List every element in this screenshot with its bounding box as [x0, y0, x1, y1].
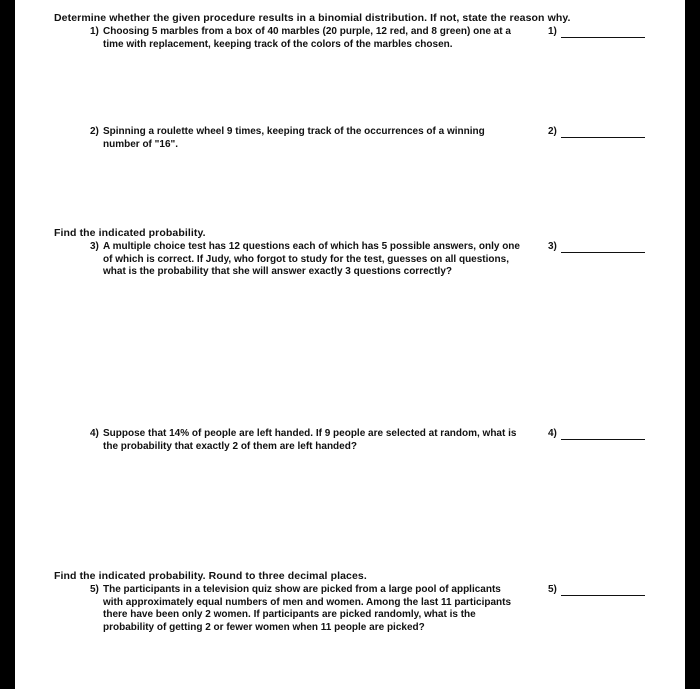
- problem-text: Suppose that 14% of people are left handed. If 9 people are selected at random, what is the probability that exactly 2 of them are left handed?: [103, 428, 517, 452]
- problem-text: A multiple choice test has 12 questions each of which has 5 possible answers, only one of which is correct. If Judy, who forgot to study for the test, guesses on all questions, what is the probability that she will answer exactly 3 questions correctly?: [103, 241, 520, 277]
- answer-label-3: 3): [548, 241, 557, 252]
- section-heading-binomial: Determine whether the given procedure results in a binomial distribution. If not, state the reason why.: [54, 12, 571, 24]
- answer-blank-1[interactable]: [561, 37, 645, 38]
- worksheet-page: [15, 0, 685, 689]
- problem-text: The participants in a television quiz show are picked from a large pool of applicants with approximately equal numbers of men and women. Among the last 11 participants there have been only 2 women. If participants are picked randomly, what is the probability of getting 2 or fewer women when 11 people are picked?: [103, 584, 512, 633]
- answer-blank-2[interactable]: [561, 137, 645, 138]
- answer-blank-5[interactable]: [561, 595, 645, 596]
- problem-2: [90, 126, 520, 151]
- answer-label-4: 4): [548, 428, 557, 439]
- problem-1: [90, 26, 520, 51]
- problem-number: 2): [90, 126, 99, 137]
- problem-3: [90, 241, 520, 279]
- section-heading-round: Find the indicated probability. Round to three decimal places.: [54, 570, 367, 582]
- problem-number: 3): [90, 241, 99, 252]
- answer-blank-4[interactable]: [561, 439, 645, 440]
- section-heading-probability: Find the indicated probability.: [54, 227, 206, 239]
- problem-number: 4): [90, 428, 99, 439]
- answer-blank-3[interactable]: [561, 252, 645, 253]
- problem-text: Choosing 5 marbles from a box of 40 marbles (20 purple, 12 red, and 8 green) one at a time with replacement, keeping track of the colors of the marbles chosen.: [103, 26, 511, 50]
- problem-number: 5): [90, 584, 99, 595]
- answer-label-2: 2): [548, 126, 557, 137]
- problem-number: 1): [90, 26, 99, 37]
- problem-5: [90, 584, 520, 634]
- problem-4: [90, 428, 520, 453]
- answer-label-5: 5): [548, 584, 557, 595]
- answer-label-1: 1): [548, 26, 557, 37]
- problem-text: Spinning a roulette wheel 9 times, keeping track of the occurrences of a winning number of "16".: [103, 126, 485, 150]
